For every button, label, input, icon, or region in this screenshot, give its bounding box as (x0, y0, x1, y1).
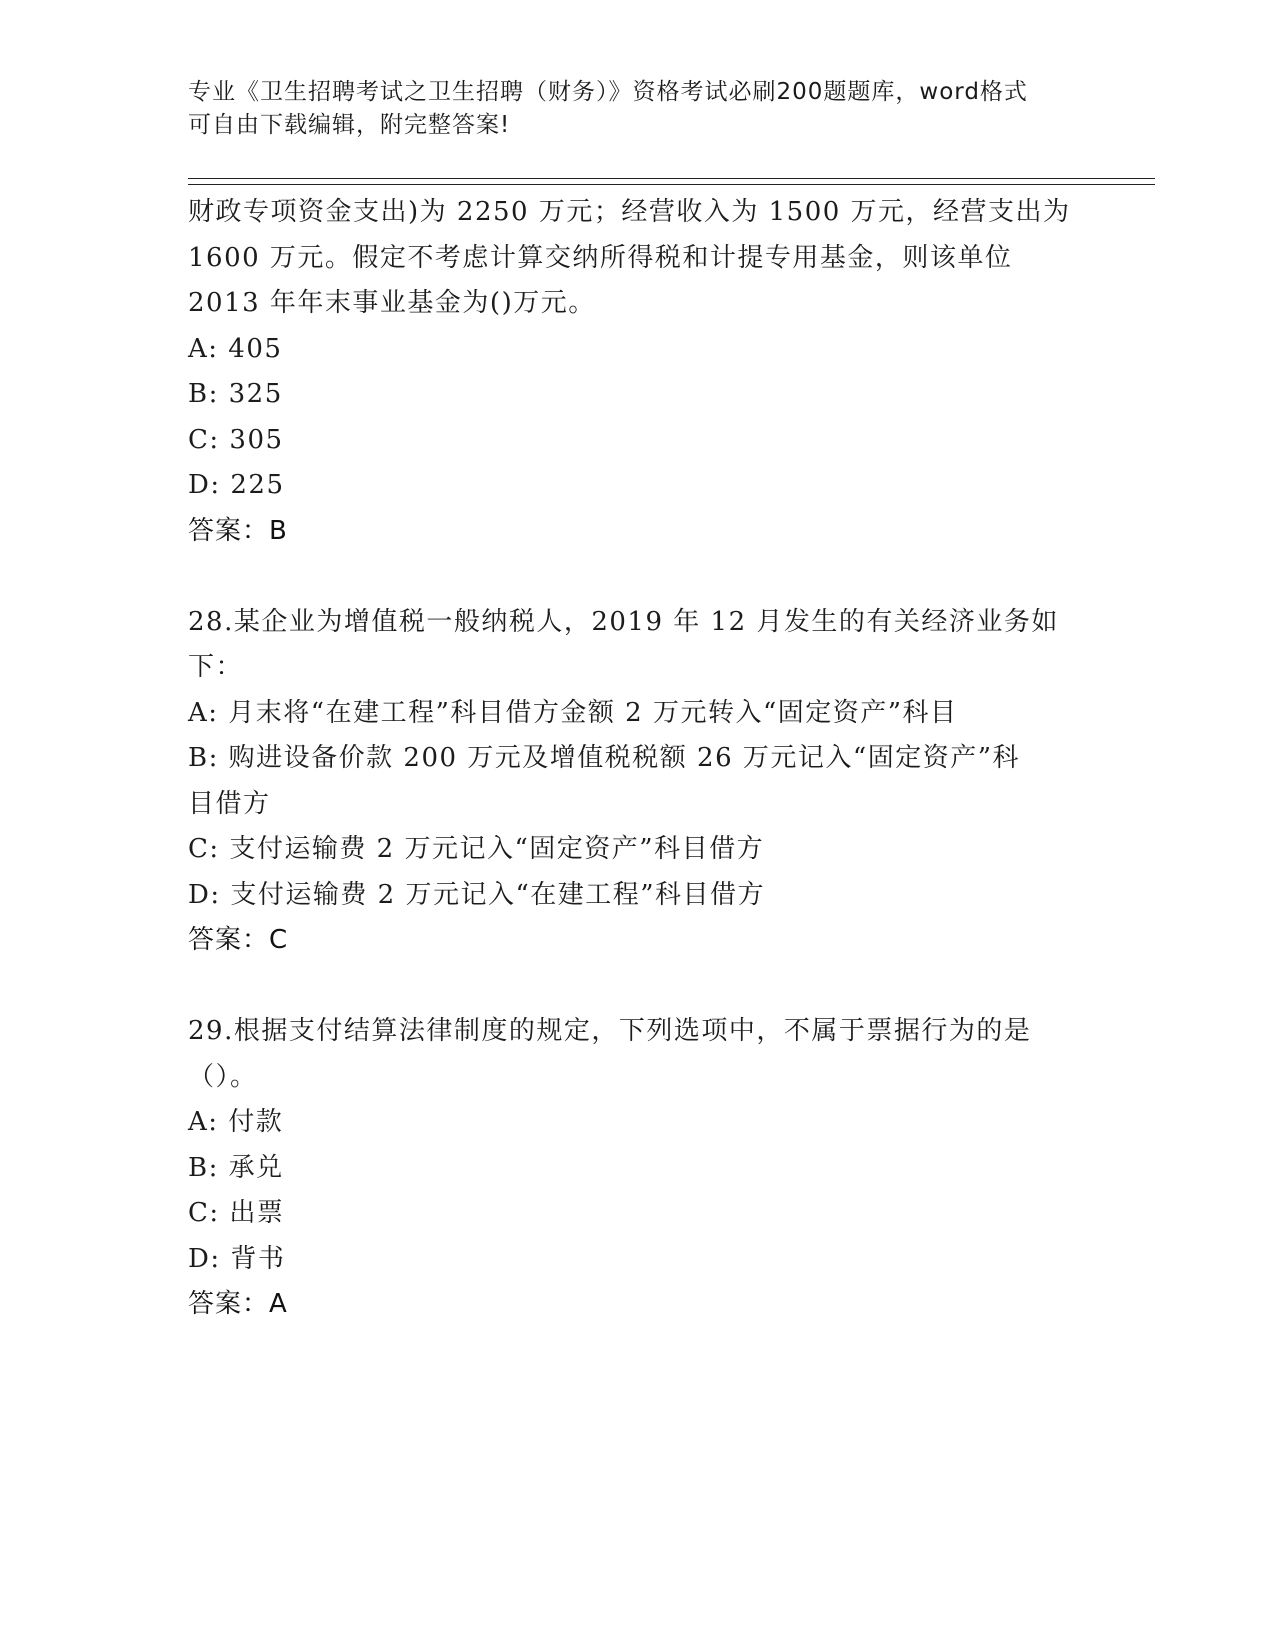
option-b: B: 承兑 (188, 1152, 284, 1183)
option-b: B: 购进设备价款 200 万元及增值税税额 26 万元记入“固定资产”科 (188, 743, 1020, 773)
option-a: A: 付款 (188, 1107, 284, 1137)
header-divider-top (188, 178, 1155, 179)
header-divider-bottom (188, 184, 1155, 185)
option-c: C: 出票 (188, 1198, 285, 1228)
question-28 (188, 600, 1108, 964)
question-27 (188, 190, 1108, 554)
answer-label: 答案：B (188, 515, 288, 546)
option-a: A: 405 (188, 333, 283, 364)
document-header (188, 76, 1088, 142)
option-b: B: 325 (188, 379, 283, 409)
option-d: D: 支付运输费 2 万元记入“在建工程”科目借方 (188, 879, 766, 910)
header-title-line-1: 专业《卫生招聘考试之卫生招聘（财务）》资格考试必刷200题题库，word格式 (188, 79, 1028, 105)
option-d: D: 225 (188, 470, 285, 500)
question-stem-line: 29.根据支付结算法律制度的规定，下列选项中，不属于票据行为的是 (188, 1016, 1032, 1046)
question-29 (188, 1009, 1108, 1328)
option-a: A: 月末将“在建工程”科目借方金额 2 万元转入“固定资产”科目 (188, 697, 958, 728)
option-c: C: 支付运输费 2 万元记入“固定资产”科目借方 (188, 834, 765, 864)
answer-label: 答案：A (188, 1289, 288, 1319)
question-spacer (188, 964, 1108, 1010)
answer-label: 答案：C (188, 925, 289, 955)
question-spacer (188, 554, 1108, 600)
question-stem-line: 下： (188, 652, 244, 682)
option-c: C: 305 (188, 424, 284, 455)
question-stem-line: （）。 (188, 1061, 258, 1092)
question-stem-line: 1600 万元。假定不考虑计算交纳所得税和计提专用基金，则该单位 (188, 242, 1013, 273)
option-b-continued: 目借方 (188, 788, 271, 819)
option-d: D: 背书 (188, 1243, 286, 1274)
question-stem-line: 2013 年年末事业基金为()万元。 (188, 288, 596, 318)
question-stem-line: 28.某企业为增值税一般纳税人，2019 年 12 月发生的有关经济业务如 (188, 606, 1059, 637)
question-stem-line: 财政专项资金支出)为 2250 万元；经营收入为 1500 万元，经营支出为 (188, 197, 1071, 227)
header-title-line-2: 可自由下载编辑，附完整答案! (188, 112, 511, 138)
question-content (188, 190, 1108, 1328)
